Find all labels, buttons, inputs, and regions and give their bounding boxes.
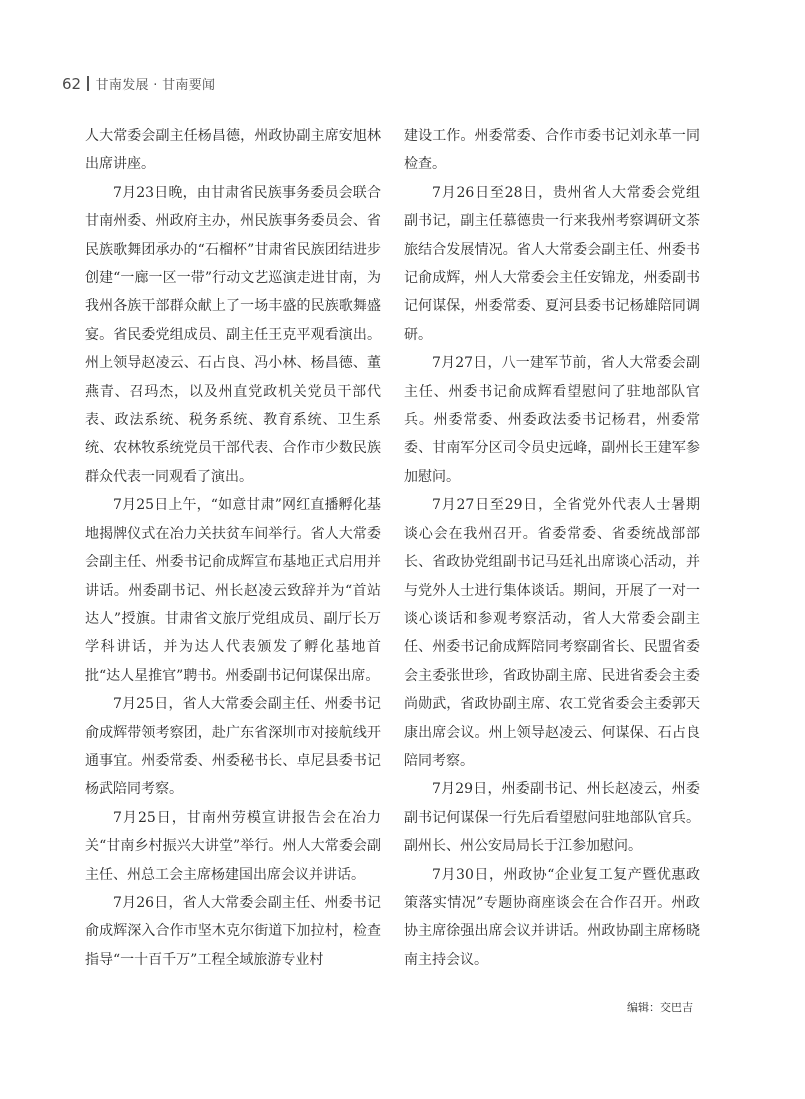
paragraph: 7月27日至29日，全省党外代表人士暑期谈心会在我州召开。省委常委、省委统战部部长、省政协党组副书记马廷礼出席谈心活动，并与党外人士进行集体谈话。期间，开展了一对一谈心谈话和参观考察活动，省人大常委会副主任、州委书记俞成辉陪同考察副省长、民盟省委会主委张世珍，省政协副主席、民进省委会主委尚勋武，省政协副主席、农工党省委会主委郭天康出席会议。州上领导赵凌云、何谋保、石占良陪同考察。 [404,497,700,769]
paragraph: 7月26日，省人大常委会副主任、州委书记俞成辉深入合作市坚木克尔街道下加拉村，检查指导“一十百千万”工程全域旅游专业村 [85,894,381,968]
page-number: 62 [62,74,82,93]
paragraph: 7月25日，省人大常委会副主任、州委书记俞成辉带领考察团，赴广东省深圳市对接航线开通事宜。州委常委、州委秘书长、卓尼县委书记杨武陪同考察。 [85,696,381,798]
editor-credit: 编辑：交巴吉 [627,1001,693,1014]
left-column [85,122,381,974]
paragraph: 7月26日至28日，贵州省人大常委会党组副书记，副主任慕德贵一行来我州考察调研文茶旅结合发展情况。省人大常委会副主任、州委书记俞成辉，州人大常委会主任安锦龙，州委副书记何谋保，州委常委、夏河县委书记杨雄陪同调研。 [404,184,700,343]
paragraph: 建设工作。州委常委、合作市委书记刘永革一同检查。 [404,128,700,173]
paragraph: 7月25日上午，“如意甘肃”网红直播孵化基地揭牌仪式在冶力关扶贫车间举行。省人大常委会副主任、州委书记俞成辉宣布基地正式启用并讲话。州委副书记、州长赵凌云致辞并为“首站达人”授旗。甘肃省文旅厅党组成员、副厅长万学科讲话，并为达人代表颁发了孵化基地首批“达人星推官”聘书。州委副书记何谋保出席。 [85,497,381,684]
section-title: 甘南发展 · 甘南要闻 [95,78,216,93]
paragraph: 7月29日，州委副书记、州长赵凌云，州委副书记何谋保一行先后看望慰问驻地部队官兵。副州长、州公安局局长于江参加慰问。 [404,781,700,855]
paragraph: 7月25日，甘南州劳模宣讲报告会在冶力关“甘南乡村振兴大讲堂”举行。州人大常委会副主任、州总工会主席杨建国出席会议并讲话。 [85,809,381,883]
page-header [62,74,215,93]
paragraph: 7月27日，八一建军节前，省人大常委会副主任、州委书记俞成辉看望慰问了驻地部队官兵。州委常委、州委政法委书记杨君，州委常委、甘南军分区司令员史远峰，副州长王建军参加慰问。 [404,355,700,485]
paragraph: 人大常委会副主任杨昌德，州政协副主席安旭林出席讲座。 [85,128,381,173]
paragraph: 7月30日，州政协“企业复工复产暨优惠政策落实情况”专题协商座谈会在合作召开。州政协主席徐强出席会议并讲话。州政协副主席杨晓南主持会议。 [404,866,700,968]
paragraph: 7月23日晚，由甘肃省民族事务委员会联合甘南州委、州政府主办，州民族事务委员会、省民族歌舞团承办的“石榴杯”甘肃省民族团结进步创建“一廊一区一带”行动文艺巡演走进甘南，为我州各族干部群众献上了一场丰盛的民族歌舞盛宴。省民委党组成员、副主任王克平观看演出。州上领导赵凌云、石占良、冯小林、杨昌德、董燕青、召玛杰，以及州直党政机关党员干部代表、政法系统、税务系统、教育系统、卫生系统、农林牧系统党员干部代表、合作市少数民族群众代表一同观看了演出。 [85,184,381,485]
right-column [404,122,700,974]
header-divider [87,76,89,91]
